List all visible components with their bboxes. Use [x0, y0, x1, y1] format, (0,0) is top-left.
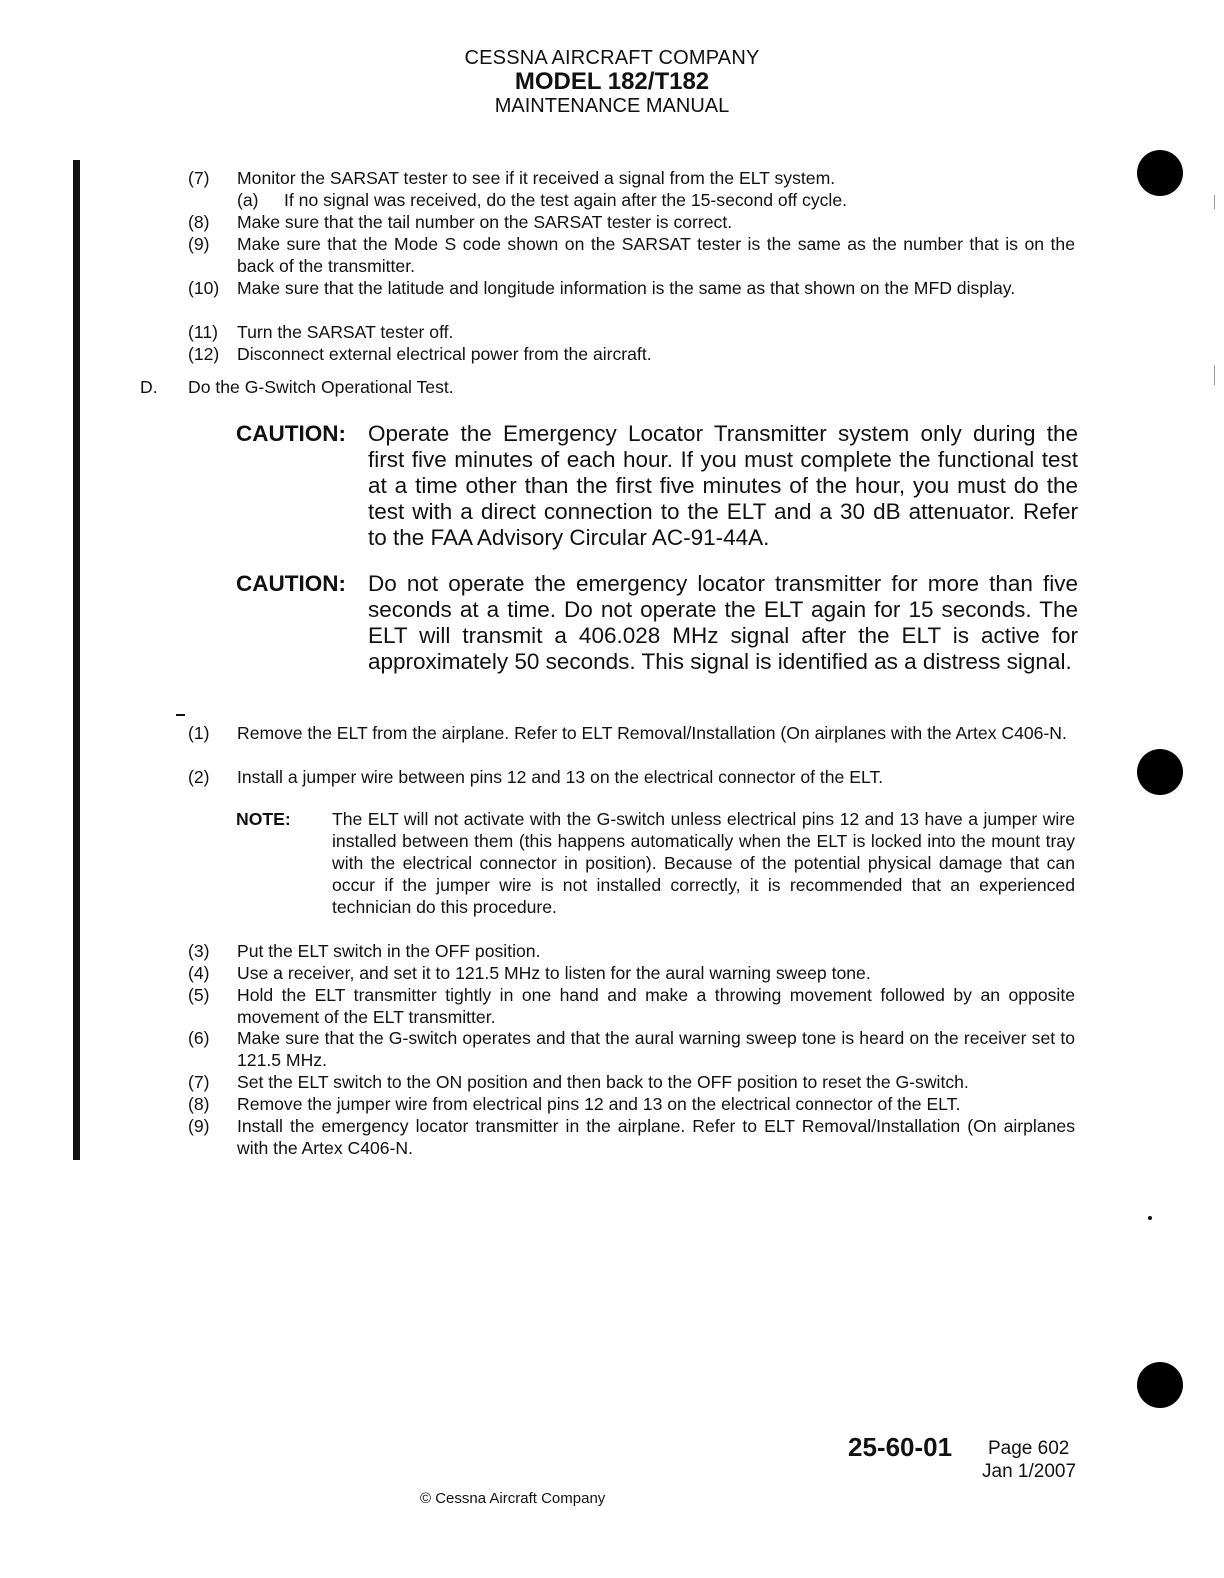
section-title: Do the G-Switch Operational Test.	[188, 377, 454, 397]
binder-hole-middle	[1137, 749, 1183, 795]
page-date: Jan 1/2007	[982, 1461, 1077, 1482]
copyright: © Cessna Aircraft Company	[420, 1490, 606, 1507]
caution-label: CAUTION:	[236, 421, 346, 446]
step-number: (9)	[188, 1116, 210, 1136]
step-text: Make sure that the latitude and longitude information is the same as that shown on the MFD display.	[237, 278, 1016, 298]
step-number: (2)	[188, 767, 210, 787]
step-number: (3)	[188, 941, 210, 961]
step-number: (1)	[188, 723, 210, 743]
binder-hole-bottom	[1137, 1362, 1183, 1408]
substep-letter: (a)	[237, 190, 259, 210]
binder-hole-top	[1137, 150, 1183, 196]
change-bar	[73, 160, 80, 1160]
section-code: 25-60-01	[848, 1432, 953, 1462]
step-number: (8)	[188, 1094, 210, 1114]
step-number: (8)	[188, 212, 210, 232]
step-text: Make sure that the tail number on the SARSAT tester is correct.	[237, 212, 733, 232]
step-number: (11)	[188, 322, 218, 342]
step-text: Install the emergency locator transmitter in the airplane. Refer to ELT Removal/Installation (On airplanes with the Artex C406-N.	[237, 1116, 1075, 1158]
step-number: (7)	[188, 168, 210, 188]
step-text: Turn the SARSAT tester off.	[237, 322, 454, 342]
edge-mark	[1214, 365, 1215, 385]
step-text: Set the ELT switch to the ON position and then back to the OFF position to reset the G-switch.	[237, 1072, 969, 1092]
section-letter: D.	[140, 377, 158, 397]
substep-text: If no signal was received, do the test again after the 15-second off cycle.	[284, 190, 848, 210]
step-number: (9)	[188, 234, 210, 254]
step-text: Monitor the SARSAT tester to see if it received a signal from the ELT system.	[237, 168, 836, 188]
caution-text: Do not operate the emergency locator transmitter for more than five seconds at a time. Do not operate the ELT again for 15 seconds. The ELT will transmit a 406.028 MHz signal after the ELT is active for approximately 50 seconds. This signal is identified as a distress signal.	[368, 571, 1078, 674]
margin-dash	[176, 714, 185, 716]
step-text: Hold the ELT transmitter tightly in one hand and make a throwing movement followed by an opposite movement of the ELT transmitter.	[237, 985, 1075, 1027]
header-manual: MAINTENANCE MANUAL	[494, 95, 730, 117]
stray-dot	[1148, 1216, 1152, 1220]
step-number: (12)	[188, 344, 220, 364]
step-number: (4)	[188, 963, 210, 983]
step-text: Put the ELT switch in the OFF position.	[237, 941, 541, 961]
step-text: Make sure that the G-switch operates and that the aural warning sweep tone is heard on the receiver set to 121.5 MHz.	[237, 1028, 1075, 1070]
step-text: Disconnect external electrical power from the aircraft.	[237, 344, 652, 364]
step-text: Remove the jumper wire from electrical pins 12 and 13 on the electrical connector of the ELT.	[237, 1094, 961, 1114]
note-label: NOTE:	[236, 809, 291, 829]
step-number: (5)	[188, 985, 210, 1005]
caution-label: CAUTION:	[236, 571, 346, 596]
note-text: The ELT will not activate with the G-switch unless electrical pins 12 and 13 have a jumper wire installed between them (this happens automatically when the ELT is locked into the mount tray with the electrical connector in position). Because of the potential physical damage that can occur if the jumper wire is not installed correctly, it is recommended that an experienced technician do this procedure.	[332, 809, 1075, 917]
step-number: (7)	[188, 1072, 210, 1092]
step-text: Make sure that the Mode S code shown on the SARSAT tester is the same as the number that is on the back of the transmitter.	[237, 234, 1075, 276]
step-text: Install a jumper wire between pins 12 and 13 on the electrical connector of the ELT.	[237, 767, 884, 787]
page-number: Page 602	[988, 1438, 1070, 1459]
step-number: (6)	[188, 1028, 210, 1048]
step-text: Use a receiver, and set it to 121.5 MHz to listen for the aural warning sweep tone.	[237, 963, 871, 983]
edge-mark	[1214, 195, 1215, 209]
caution-text: Operate the Emergency Locator Transmitter system only during the first five minutes of each hour. If you must complete the functional test at a time other than the first five minutes of the hour, you must do the test with a direct connection to the ELT and a 30 dB attenuator. Refer to the FAA Advisory Circular AC-91-44A.	[368, 421, 1078, 550]
step-text: Remove the ELT from the airplane. Refer to ELT Removal/Installation (On airplanes with the Artex C406-N.	[237, 723, 1067, 743]
header-model: MODEL 182/T182	[514, 68, 710, 95]
step-number: (10)	[188, 278, 220, 298]
header-company: CESSNA AIRCRAFT COMPANY	[464, 47, 760, 69]
